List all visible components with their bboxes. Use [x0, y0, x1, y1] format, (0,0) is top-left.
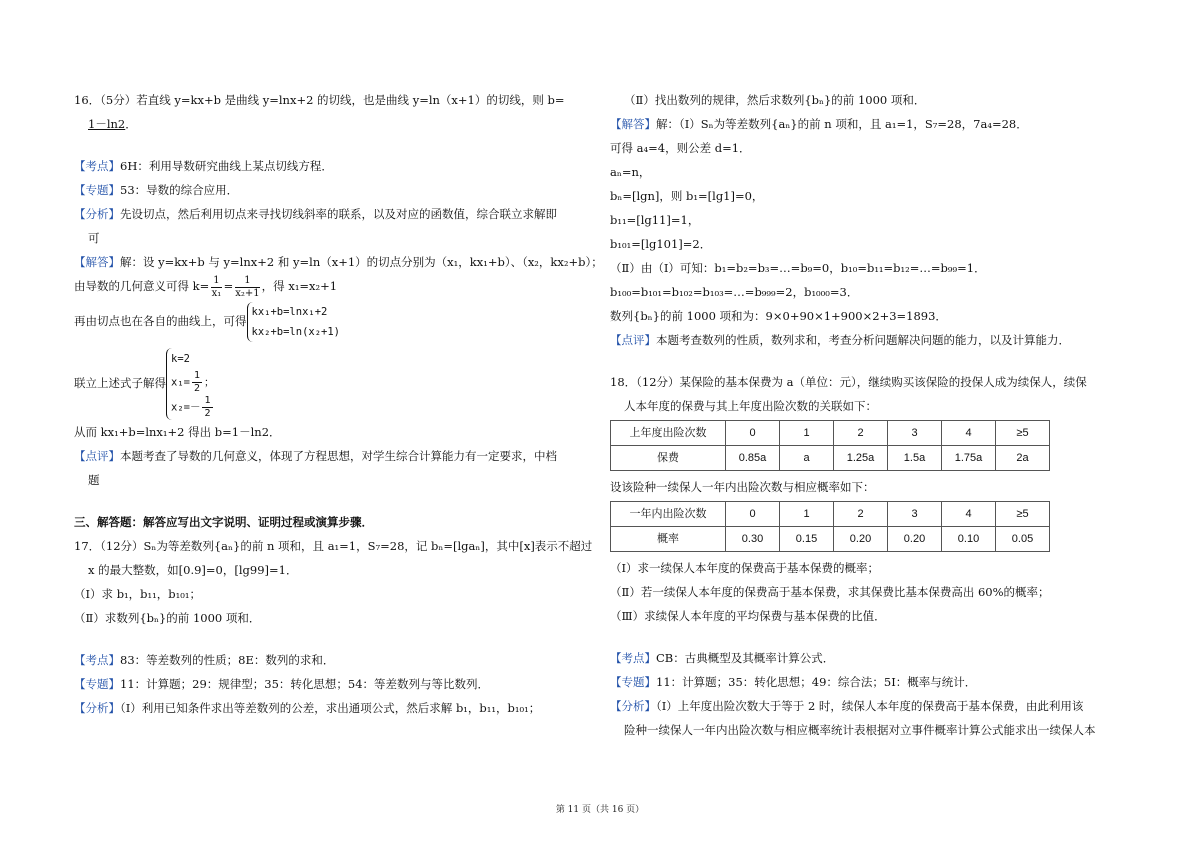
probability-table: [610, 501, 1050, 552]
solution-prefix: 联立上述式子解得: [74, 375, 166, 390]
table-row: [611, 446, 1050, 471]
fraction-2-num: 1: [235, 275, 259, 288]
table-cell: 0.20: [834, 527, 888, 552]
fraction-3-num: 1: [193, 369, 200, 381]
q17-dianping-tag: 【点评】: [610, 333, 656, 347]
q18-part-2: （Ⅱ）若一续保人本年度的保费高于基本保费，求其保费比基本保费高出 60%的概率；: [610, 585, 1050, 599]
q17-dianping-text: 本题考查数列的性质，数列求和，考查分析问题解决问题的能力，以及计算能力．: [656, 333, 1070, 347]
q16-answer: 1－ln2: [88, 117, 126, 131]
q18-kaodian: [610, 646, 1132, 670]
q16-fenxi-cont: 可: [88, 231, 100, 245]
tangent-system-line: [74, 302, 592, 342]
table-cell: 1: [780, 421, 834, 446]
q18-part-3: （Ⅲ）求续保人本年度的平均保费与基本保费的比值．: [610, 609, 886, 623]
kaodian-tag: 【考点】: [74, 159, 120, 173]
table-row: [611, 421, 1050, 446]
q16-fenxi: [74, 202, 592, 226]
q17-fenxi-text: （Ⅰ）利用已知条件求出等差数列的公差，求出通项公式，然后求解 b₁，b₁₁，b₁₀₁；: [120, 700, 541, 715]
table-cell: 一年内出险次数: [611, 502, 726, 527]
q17-kaodian-tag: 【考点】: [74, 652, 120, 667]
table-cell: 1.75a: [942, 446, 996, 471]
system-2-row-2: [171, 370, 215, 395]
equation-system-1: [247, 302, 341, 342]
system-2-row-2-lhs: x₁=: [171, 376, 190, 388]
system-2-row-3-lhs: x₂=－: [171, 401, 201, 413]
table-cell: 1.25a: [834, 446, 888, 471]
q16-kaodian: [74, 154, 592, 178]
q18-fenxi-text: （Ⅰ）上年度出险次数大于等于 2 时，续保人本年度的保费高于基本保费，由此利用该: [656, 699, 1084, 713]
conclusion-line: 从而 kx₁+b=lnx₁+2 得出 b=1－ln2．: [74, 424, 281, 439]
premium-table: [610, 420, 1050, 471]
q17-zhuanti-tag: 【专题】: [74, 676, 120, 691]
fraction-2-den: x₂+1: [235, 287, 260, 299]
equals-sign: =: [223, 279, 234, 293]
q17-fenxi: [74, 696, 592, 720]
q18-zhuanti: [610, 670, 1132, 694]
q17-kaodian-text: 83：等差数列的性质；8E：数列的求和．: [120, 652, 335, 667]
table-cell: ≥5: [996, 421, 1050, 446]
q18-fenxi-tag: 【分析】: [610, 699, 656, 713]
system-1-row-1: kx₁+b=lnx₁+2: [251, 305, 328, 318]
q16-stem: 16．（5分）若直线 y=kx+b 是曲线 y=lnx+2 的切线，也是曲线 y=ln（x+1）的切线，则 b=: [74, 93, 565, 107]
table-cell: 1: [780, 502, 834, 527]
solution-line-4: aₙ=n，: [610, 165, 651, 179]
system-1-row-2: kx₂+b=ln(x₂+1): [251, 325, 341, 338]
equation-system-2: [166, 348, 215, 420]
table-cell: 2: [834, 502, 888, 527]
derivative-suffix: ，得 x₁=x₂+1: [261, 279, 338, 293]
q17-jieda: [610, 112, 1132, 136]
derivative-prefix: 由导数的几何意义可得 k=: [74, 279, 210, 293]
q18-zhuanti-text: 11：计算题；35：转化思想；49：综合法；5I：概率与统计．: [656, 675, 977, 689]
fraction-2: [235, 275, 259, 300]
q17-stem-cont: x 的最大整数，如[0.9]=0，[lg99]=1．: [88, 562, 298, 577]
table-cell: 1.5a: [888, 446, 942, 471]
q16-jieda: [74, 250, 603, 274]
q16-answer-line: [74, 112, 592, 136]
dianping-tag: 【点评】: [74, 448, 120, 463]
dianping-text: 本题考查了导数的几何意义，体现了方程思想，对学生综合计算能力有一定要求，中档: [120, 448, 557, 463]
zhuanti-tag: 【专题】: [74, 183, 120, 197]
table-cell: 0.30: [726, 527, 780, 552]
fraction-3-den: 2: [193, 382, 200, 394]
q17-stem: 17．（12分）Sₙ为等差数列{aₙ}的前 n 项和，且 a₁=1，S₇=28，记 bₙ=[lgaₙ]，其中[x]表示不超过: [74, 538, 593, 553]
q18-fenxi: [610, 694, 1132, 718]
solution-line-5: bₙ=[lgn]，则 b₁=[lg1]=0，: [610, 189, 764, 203]
table-cell: 0.05: [996, 527, 1050, 552]
q18-stem: 18．（12分）某保险的基本保费为 a（单位：元），继续购买该保险的投保人成为续保人，续保: [610, 375, 1087, 389]
fraction-1-den: x₁: [211, 287, 222, 299]
q17-fenxi-part2: （Ⅱ）找出数列的规律，然后求数列{bₙ}的前 1000 项和．: [624, 93, 926, 107]
table-cell: a: [780, 446, 834, 471]
solution-line-9: b₁₀₀=b₁₀₁=b₁₀₂=b₁₀₃=…=b₉₉₉=2，b₁₀₀₀=3．: [610, 285, 859, 299]
q17-part-2: （Ⅱ）求数列{bₙ}的前 1000 项和．: [74, 610, 261, 625]
table-cell: 3: [888, 502, 942, 527]
q18-kaodian-text: CB：古典概型及其概率计算公式．: [656, 651, 835, 665]
q17-fenxi-tag: 【分析】: [74, 700, 120, 715]
page-footer: 第 11 页（共 16 页）: [555, 805, 645, 815]
table-row: [611, 527, 1050, 552]
table-cell: 保费: [611, 446, 726, 471]
table-cell: 3: [888, 421, 942, 446]
tangent-system-prefix: 再由切点也在各自的曲线上，可得: [74, 313, 247, 328]
q17-jieda-tag: 【解答】: [610, 117, 656, 131]
fenxi-tag: 【分析】: [74, 207, 120, 221]
q17-zhuanti-text: 11：计算题；29：规律型；35：转化思想；54：等差数列与等比数列．: [120, 676, 490, 691]
q17-part-1: （Ⅰ）求 b₁，b₁₁，b₁₀₁；: [74, 586, 201, 601]
system-2-row-1: k=2: [171, 352, 190, 365]
solution-system-line: [74, 348, 592, 420]
q17-jieda-text: 解：（Ⅰ）Sₙ为等差数列{aₙ}的前 n 项和，且 a₁=1，S₇=28，7a₄=28．: [656, 117, 1028, 131]
table-cell: ≥5: [996, 502, 1050, 527]
q18-table2-intro: 设该险种一续保人一年内出险次数与相应概率如下：: [610, 480, 875, 494]
table-cell: 概率: [611, 527, 726, 552]
q16-dianping-cont: 题: [88, 472, 100, 487]
q18-part-1: （Ⅰ）求一续保人本年度的保费高于基本保费的概率；: [610, 561, 880, 575]
q17-zhuanti: [74, 672, 592, 696]
table-cell: 0.15: [780, 527, 834, 552]
table-cell: 0.20: [888, 527, 942, 552]
system-2-semicolon: ；: [204, 376, 215, 388]
table-cell: 0.10: [942, 527, 996, 552]
derivative-line: [74, 274, 592, 300]
fraction-3: [192, 370, 202, 395]
zhuanti-text: 53：导数的综合应用．: [120, 183, 239, 197]
jieda-text: 解：设 y=kx+b 与 y=lnx+2 和 y=ln（x+1）的切点分别为（x₁，kx₁+b）、（x₂，kx₂+b）；: [120, 255, 603, 269]
solution-line-10: 数列{bₙ}的前 1000 项和为：9×0+90×1+900×2+3=1893．: [610, 309, 947, 323]
q18-stem-cont: 人本年度的保费与其上年度出险次数的关联如下：: [624, 399, 877, 413]
section-heading: 三、解答题：解答应写出文字说明、证明过程或演算步骤．: [74, 514, 373, 529]
left-column: [74, 88, 603, 720]
table-cell: 4: [942, 421, 996, 446]
fraction-1-num: 1: [213, 274, 220, 286]
solution-line-8: （Ⅱ）由（Ⅰ）可知：b₁=b₂=b₃=…=b₉=0，b₁₀=b₁₁=b₁₂=…=b₉₉=1．: [610, 261, 986, 275]
table-cell: 0.85a: [726, 446, 780, 471]
fraction-4-num: 1: [204, 394, 211, 406]
q16-period: ．: [125, 117, 137, 131]
q18-kaodian-tag: 【考点】: [610, 651, 656, 665]
kaodian-text: 6H：利用导数研究曲线上某点切线方程．: [120, 159, 333, 173]
q18-fenxi-cont: 险种一续保人一年内出险次数与相应概率统计表根据对立事件概率计算公式能求出一续保人本: [624, 723, 1096, 737]
right-column: [610, 88, 1132, 742]
fenxi-text: 先设切点，然后利用切点来寻找切线斜率的联系，以及对应的函数值，综合联立求解即: [120, 207, 557, 221]
q18-zhuanti-tag: 【专题】: [610, 675, 656, 689]
solution-line-7: b₁₀₁=[lg101]=2．: [610, 237, 712, 251]
fraction-1: [211, 275, 221, 300]
table-cell: 2: [834, 421, 888, 446]
solution-line-3: 可得 a₄=4，则公差 d=1．: [610, 141, 751, 155]
table-cell: 0: [726, 421, 780, 446]
table-cell: 4: [942, 502, 996, 527]
q16-zhuanti: [74, 178, 592, 202]
q16-dianping: [74, 444, 592, 468]
system-2-row-3: [171, 395, 215, 420]
table-row: [611, 502, 1050, 527]
solution-line-6: b₁₁=[lg11]=1，: [610, 213, 700, 227]
table-cell: 2a: [996, 446, 1050, 471]
q17-dianping: [610, 328, 1132, 352]
fraction-4: [202, 395, 212, 420]
fraction-4-den: 2: [204, 407, 211, 419]
q17-kaodian: [74, 648, 592, 672]
jieda-tag: 【解答】: [74, 255, 120, 269]
table-cell: 上年度出险次数: [611, 421, 726, 446]
table-cell: 0: [726, 502, 780, 527]
